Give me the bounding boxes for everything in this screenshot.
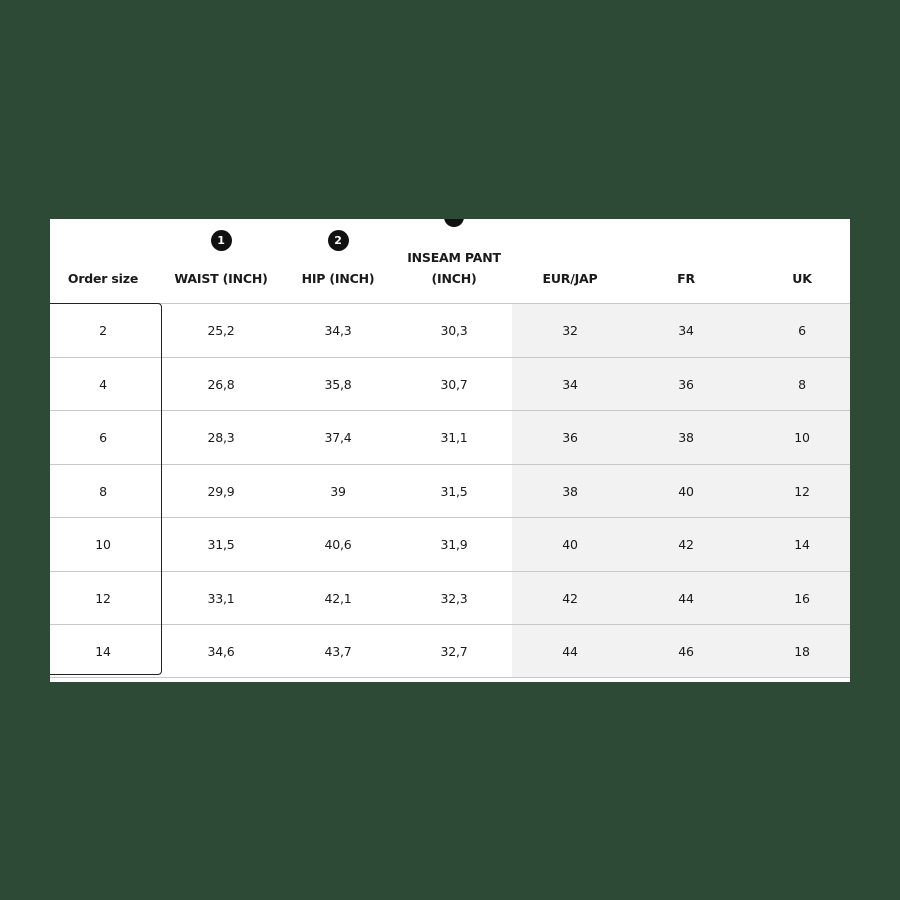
header-hip: [286, 219, 390, 304]
table-bottom-divider: [50, 677, 850, 678]
table-cell: 37,4: [324, 430, 352, 445]
table-cell: 14: [794, 537, 810, 552]
header-eur-jap-label: EUR/JAP: [542, 271, 598, 286]
table-cell: 34: [678, 323, 694, 338]
table-cell: 36: [678, 376, 694, 392]
order-size-column-outline: [50, 303, 162, 675]
number-1-icon: 1: [211, 230, 232, 251]
table-cell: 26,8: [207, 376, 235, 392]
table-cell: 39: [330, 483, 346, 499]
header-waist-label: WAIST (INCH): [174, 271, 268, 286]
header-inseam-line1: INSEAM PANT: [407, 250, 501, 265]
table-cell: 29,9: [207, 483, 235, 499]
table-cell: 34: [562, 376, 578, 392]
order-size-cell: 2: [99, 323, 107, 338]
table-cell: 30,3: [440, 323, 468, 338]
table-cell: 38: [678, 430, 694, 445]
order-size-cell: 14: [95, 644, 111, 659]
table-cell: 34,3: [324, 323, 352, 338]
table-cell: 18: [794, 644, 810, 659]
header-eur-jap: [512, 219, 628, 304]
table-cell: 42,1: [324, 590, 352, 606]
order-size-cell: 6: [99, 430, 107, 445]
header-fr-label: FR: [677, 271, 695, 286]
table-cell: 35,8: [324, 376, 352, 392]
table-cell: 32,7: [440, 644, 468, 659]
order-size-cell: 8: [99, 483, 107, 499]
table-cell: 32,3: [440, 590, 468, 606]
table-cell: 40: [562, 537, 578, 552]
table-cell: 42: [678, 537, 694, 552]
table-cell: 31,1: [440, 430, 468, 445]
order-size-cell: 4: [99, 376, 107, 392]
table-cell: 36: [562, 430, 578, 445]
table-cell: 33,1: [207, 590, 235, 606]
header-waist: [156, 219, 286, 304]
size-chart-table: [50, 219, 850, 682]
table-cell: 6: [798, 323, 806, 338]
table-cell: 12: [794, 483, 810, 499]
table-cell: 42: [562, 590, 578, 606]
table-cell: 8: [798, 376, 806, 392]
table-cell: 40,6: [324, 537, 352, 552]
header-uk: [744, 219, 850, 304]
table-cell: 28,3: [207, 430, 235, 445]
table-cell: 30,7: [440, 376, 468, 392]
table-cell: 25,2: [207, 323, 235, 338]
table-cell: 16: [794, 590, 810, 606]
header-order-size-label: Order size: [67, 271, 139, 286]
table-cell: 10: [794, 430, 810, 445]
table-cell: 44: [562, 644, 578, 659]
order-size-cell: 12: [95, 590, 111, 606]
table-cell: 40: [678, 483, 694, 499]
number-2-icon: 2: [328, 230, 349, 251]
header-order-size: [50, 219, 156, 304]
table-cell: 43,7: [324, 644, 352, 659]
header-fr: [628, 219, 744, 304]
header-hip-label: HIP (INCH): [301, 271, 375, 286]
header-uk-label: UK: [792, 271, 812, 286]
header-inseam-line2: (INCH): [431, 271, 477, 286]
table-cell: 46: [678, 644, 694, 659]
table-cell: 31,5: [207, 537, 235, 552]
table-cell: 31,5: [440, 483, 468, 499]
header-inseam: [390, 219, 518, 304]
table-cell: 44: [678, 590, 694, 606]
table-cell: 32: [562, 323, 578, 338]
table-cell: 38: [562, 483, 578, 499]
table-cell: 34,6: [207, 644, 235, 659]
table-cell: 31,9: [440, 537, 468, 552]
order-size-cell: 10: [95, 537, 111, 552]
